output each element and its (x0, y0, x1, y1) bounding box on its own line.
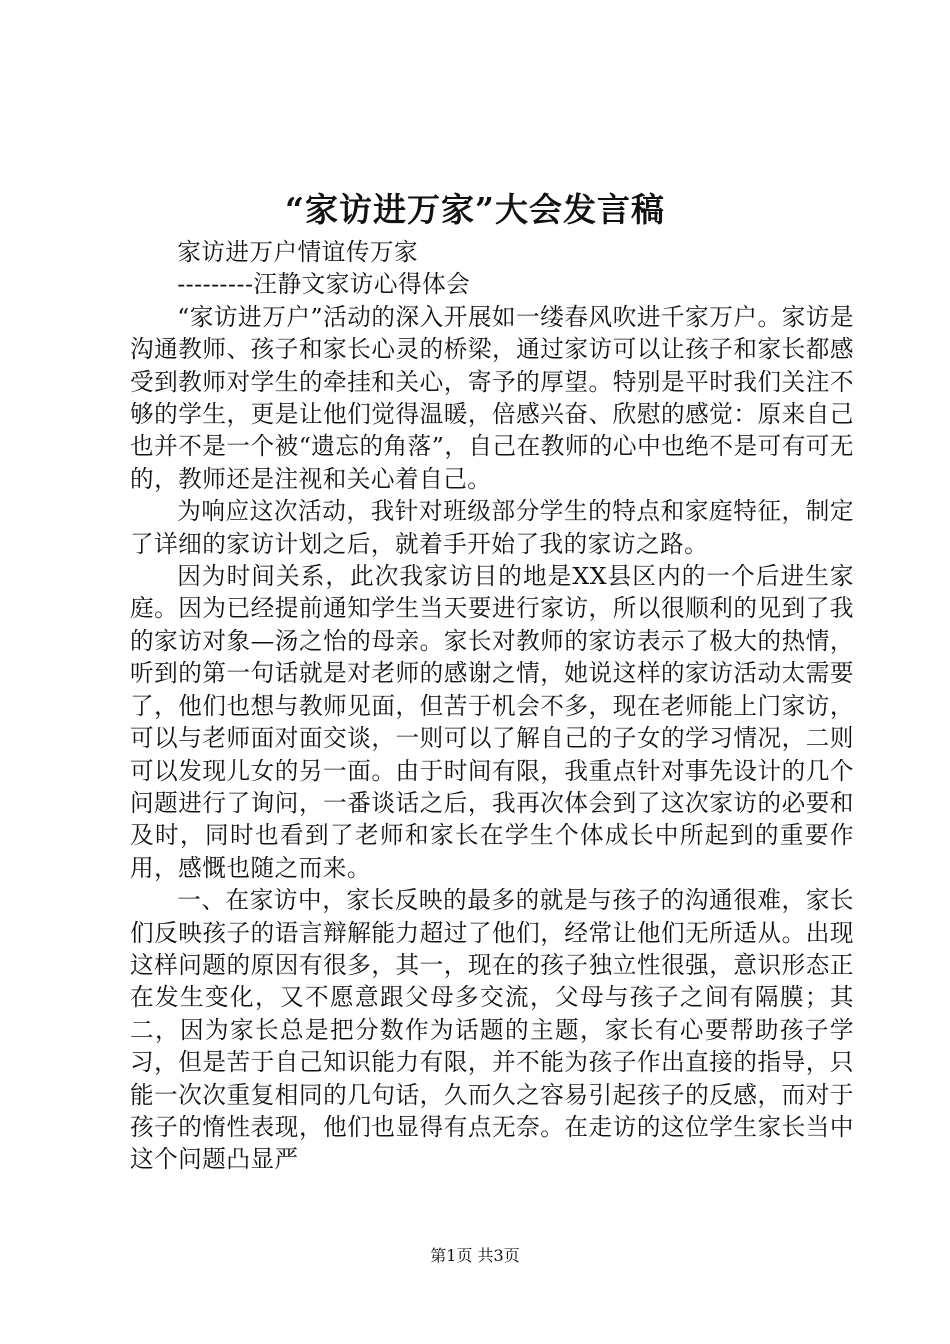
document-body (130, 236, 854, 1176)
subtitle: 家访进万户情谊传万家 (177, 238, 419, 266)
page-footer: 第1页 共3页 (430, 1246, 520, 1265)
document-title: “家访进万家”大会发言稿 (285, 190, 665, 229)
paragraph-1: “家访进万户”活动的深入开展如一缕春风吹进千家万户。家访是沟通教师、孩子和家长心灵的桥梁，通过家访可以让孩子和家长都感受到教师对学生的牵挂和关心，寄予的厚望。特别是平时我们关注不够的学生，更是让他们觉得温暖，倍感兴奋、欣慰的感觉：原来自己也并不是一个被“遗忘的角落”，自己在教师的心中也绝不是可有可无的，教师还是注视和关心着自己。 (130, 302, 854, 493)
paragraph-4: 一、在家访中，家长反映的最多的就是与孩子的沟通很难，家长们反映孩子的语言辩解能力超过了他们，经常让他们无所适从。出现这样问题的原因有很多，其一，现在的孩子独立性很强，意识形态正在发生变化，又不愿意跟父母多交流，父母与孩子之间有隔膜；其二，因为家长总是把分数作为话题的主题，家长有心要帮助孩子学习，但是苦于自己知识能力有限，并不能为孩子作出直接的指导，只能一次次重复相同的几句话，久而久之容易引起孩子的反感，而对于孩子的惰性表现，他们也显得有点无奈。在走访的这位学生家长当中这个问题凸显严 (130, 886, 854, 1174)
byline: ---------汪静文家访心得体会 (177, 270, 471, 299)
paragraph-2: 为响应这次活动，我针对班级部分学生的特点和家庭特征，制定了详细的家访计划之后，就着手开始了我的家访之路。 (130, 497, 854, 558)
paragraph-3: 因为时间关系，此次我家访目的地是XX县区内的一个后进生家庭。因为已经提前通知学生当天要进行家访，所以很顺利的见到了我的家访对象—汤之怡的母亲。家长对教师的家访表示了极大的热情，听到的第一句话就是对老师的感谢之情，她说这样的家访活动太需要了，他们也想与教师见面，但苦于机会不多，现在老师能上门家访，可以与老师面对面交谈，一则可以了解自己的子女的学习情况，二则可以发现儿女的另一面。由于时间有限，我重点针对事先设计的几个问题进行了询问，一番谈话之后，我再次体会到了这次家访的必要和及时，同时也看到了老师和家长在学生个体成长中所起到的重要作用，感慨也随之而来。 (130, 562, 854, 882)
